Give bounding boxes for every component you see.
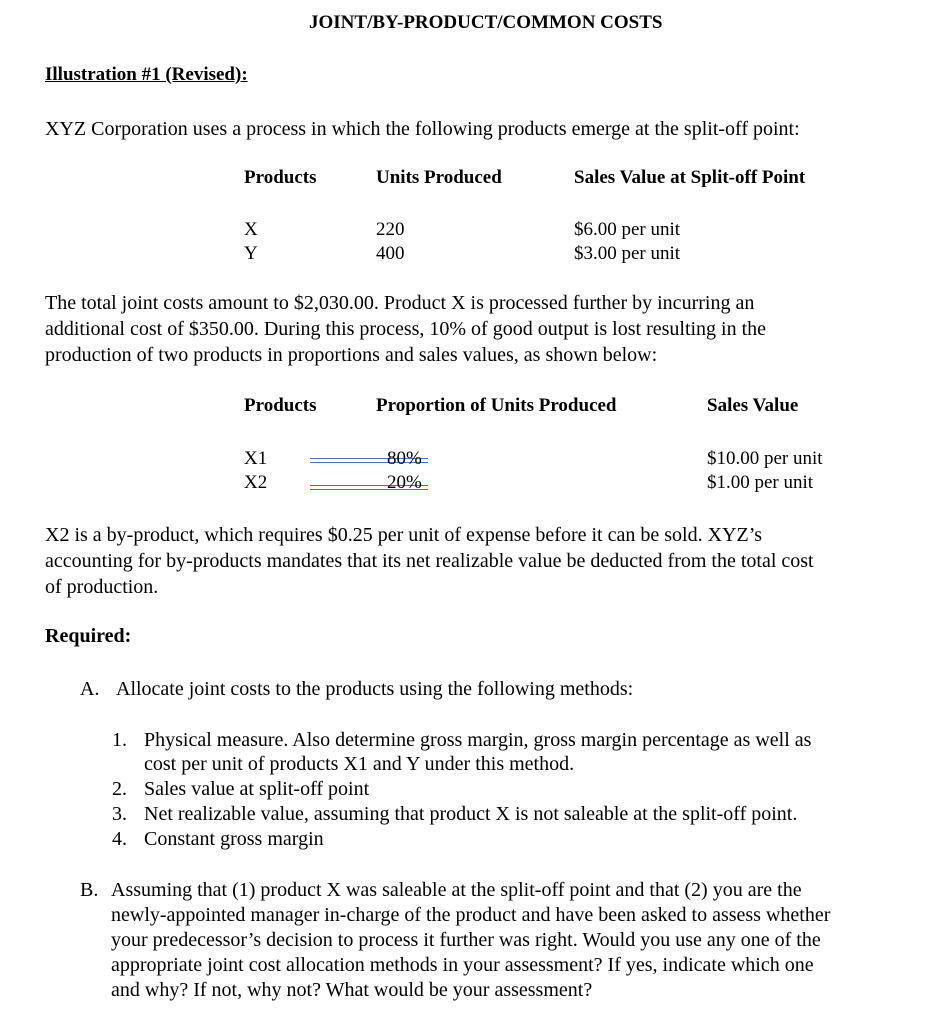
table2-row-proportion: 80% [387,448,422,469]
list-item-line: Physical measure. Also determine gross margin, gross margin percentage as well as [144,729,812,751]
required-heading: Required: [45,625,132,647]
part-b-line: Assuming that (1) product X was saleable at the split-off point and that (2) you are the [111,879,802,901]
table2-row-product: X2 [244,472,268,493]
paragraph-line: additional cost of $350.00. During this process, 10% of good output is lost resulting in the [45,318,767,340]
part-b-line: and why? If not, why not? What would be your assessment? [111,979,593,1001]
list-number: 3. [112,803,127,825]
illustration-heading: Illustration #1 (Revised): [45,64,248,85]
paragraph-line: of production. [45,576,159,598]
paragraph-line: X2 is a by-product, which requires $0.25 per unit of expense before it can be sold. XYZ’s [45,524,763,546]
list-item-line: Constant gross margin [144,828,324,850]
table2-row-proportion: 20% [387,472,422,493]
table1-row-units: 400 [376,243,405,264]
table1-row-value: $6.00 per unit [574,219,681,240]
part-b-label: B. [80,879,99,901]
table2-header-sales-value: Sales Value [707,395,799,416]
paragraph-line: The total joint costs amount to $2,030.00. Product X is processed further by incurring an [45,292,755,314]
paragraph-line: accounting for by-products mandates that its net realizable value be deducted from the total cost [45,550,814,572]
intro-text: XYZ Corporation uses a process in which the following products emerge at the split-off point: [45,118,800,140]
paragraph-line: production of two products in proportions and sales values, as shown below: [45,344,658,366]
table2-row-product: X1 [244,448,268,469]
table1-row-product: Y [244,243,258,264]
table1-row-units: 220 [376,219,405,240]
list-number: 2. [112,778,127,800]
table1-header-sales-value: Sales Value at Split-off Point [574,167,806,188]
list-item-line: Net realizable value, assuming that product X is not saleable at the split-off point. [144,803,798,825]
list-number: 4. [112,828,127,850]
list-item-line: Sales value at split-off point [144,778,370,800]
part-b-line: your predecessor’s decision to process it further was right. Would you use any one of the [111,929,821,951]
table2-row-value: $10.00 per unit [707,448,823,469]
table2-header-products: Products [244,395,317,416]
part-b-line: newly-appointed manager in-charge of the product and have been asked to assess whether [111,904,831,926]
table1-row-product: X [244,219,258,240]
list-item-line: cost per unit of products X1 and Y under this method. [144,753,575,775]
table1-row-value: $3.00 per unit [574,243,681,264]
list-number: 1. [112,729,127,751]
table1-header-units: Units Produced [376,167,502,188]
table2-row-value: $1.00 per unit [707,472,814,493]
part-a-label: A. [80,678,100,700]
part-a-text: Allocate joint costs to the products using the following methods: [116,678,634,700]
page-title: JOINT/BY-PRODUCT/COMMON COSTS [309,12,663,33]
part-b-line: appropriate joint cost allocation methods in your assessment? If yes, indicate which one [111,954,814,976]
table1-header-products: Products [244,167,317,188]
table2-header-proportion: Proportion of Units Produced [376,395,617,416]
